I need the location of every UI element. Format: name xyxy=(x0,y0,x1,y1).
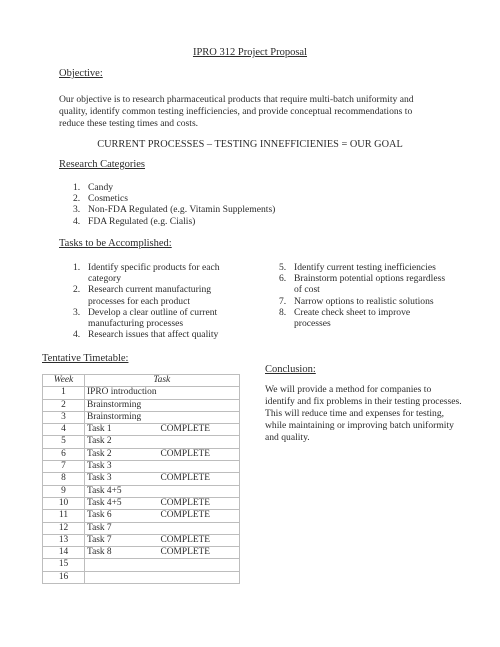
list-item: 7. Narrow options to realistic solutions xyxy=(279,295,434,307)
list-item: 8. Create check sheet to improve processes xyxy=(279,306,411,330)
week-cell: 14 xyxy=(43,547,85,559)
list-item: 3. Non-FDA Regulated (e.g. Vitamin Supplements) xyxy=(73,204,276,216)
week-cell: 5 xyxy=(43,436,85,448)
list-item: 4. FDA Regulated (e.g. Cialis) xyxy=(73,215,196,227)
status-cell xyxy=(159,399,240,411)
week-cell: 10 xyxy=(43,497,85,509)
week-cell: 11 xyxy=(43,510,85,522)
list-item: 6. Brainstorm potential options regardless of cost xyxy=(279,273,446,296)
task-cell: Brainstorming xyxy=(85,399,159,411)
list-item: 1. Candy xyxy=(73,182,114,193)
table-row xyxy=(43,436,240,448)
table-row xyxy=(43,559,240,571)
task-cell xyxy=(85,571,159,583)
task-cell: Task 2 xyxy=(85,448,159,460)
task-cell: Task 7 xyxy=(85,522,159,534)
table-row xyxy=(43,485,240,497)
task-cell: Brainstorming xyxy=(85,411,159,423)
timetable xyxy=(42,374,240,584)
task-cell: Task 7 xyxy=(85,534,159,546)
week-cell: 12 xyxy=(43,522,85,534)
task-cell xyxy=(85,559,159,571)
timetable-body xyxy=(43,387,240,584)
conclusion-text: We will provide a method for companies to identify and fix problems in their testing processes. This will reduce time and expenses for testing, while maintaining or improving batch uniformity and quality. xyxy=(265,384,462,443)
list-item: 2. Cosmetics xyxy=(73,193,128,205)
week-cell: 3 xyxy=(43,411,85,423)
table-row xyxy=(43,387,240,399)
task-cell: Task 2 xyxy=(85,436,159,448)
task-cell: Task 4+5 xyxy=(85,497,159,509)
table-row xyxy=(43,522,240,534)
table-row xyxy=(43,534,240,546)
week-cell: 13 xyxy=(43,534,85,546)
table-row xyxy=(43,448,240,460)
task-cell: Task 3 xyxy=(85,461,159,473)
week-cell: 4 xyxy=(43,424,85,436)
status-cell: COMPLETE xyxy=(159,473,240,485)
week-cell: 7 xyxy=(43,461,85,473)
research-heading: Research Categories xyxy=(59,159,146,170)
status-cell xyxy=(159,461,240,473)
table-row xyxy=(43,547,240,559)
tasks-heading: Tasks to be Accomplished: xyxy=(59,238,172,249)
task-cell: IPRO introduction xyxy=(85,387,159,399)
week-cell: 8 xyxy=(43,473,85,485)
list-item: 4. Research issues that affect quality xyxy=(73,329,219,341)
column-header-week: Week xyxy=(43,375,85,387)
list-item: 1. Identify specific products for each category xyxy=(73,262,220,285)
conclusion-heading: Conclusion: xyxy=(265,364,316,375)
table-row xyxy=(43,399,240,411)
objective-text: Our objective is to research pharmaceutical products that require multi-batch uniformity and quality, identify common testing inefficiencies, and provide conceptual recommendations to reduce these testing times and costs. xyxy=(59,94,414,129)
status-cell: COMPLETE xyxy=(159,547,240,559)
week-cell: 6 xyxy=(43,448,85,460)
table-row xyxy=(43,411,240,423)
page-title: IPRO 312 Project Proposal xyxy=(192,47,308,58)
list-item: 5. Identify current testing inefficiencies xyxy=(279,262,436,273)
status-cell xyxy=(159,436,240,448)
table-header-row xyxy=(43,375,240,387)
week-cell: 9 xyxy=(43,485,85,497)
table-row xyxy=(43,571,240,583)
status-cell xyxy=(159,485,240,497)
status-cell xyxy=(159,387,240,399)
table-row xyxy=(43,473,240,485)
status-cell: COMPLETE xyxy=(159,534,240,546)
list-item: 2. Research current manufacturing processes for each product xyxy=(73,284,212,307)
research-list xyxy=(73,182,333,227)
status-cell: COMPLETE xyxy=(159,497,240,509)
status-cell: COMPLETE xyxy=(159,424,240,436)
status-cell: COMPLETE xyxy=(159,448,240,460)
week-cell: 15 xyxy=(43,559,85,571)
task-cell: Task 6 xyxy=(85,510,159,522)
objective-heading: Objective: xyxy=(59,68,103,79)
table-row xyxy=(43,424,240,436)
status-cell xyxy=(159,571,240,583)
week-cell: 1 xyxy=(43,387,85,399)
task-cell: Task 8 xyxy=(85,547,159,559)
task-cell: Task 3 xyxy=(85,473,159,485)
status-cell xyxy=(159,559,240,571)
table-row xyxy=(43,497,240,509)
column-header-task: Task xyxy=(85,375,240,387)
tasks-list-left xyxy=(73,262,238,340)
table-row xyxy=(43,510,240,522)
timetable-heading: Tentative Timetable: xyxy=(42,353,129,364)
goal-headline: CURRENT PROCESSES – TESTING INNEFFICIENIES = OUR GOAL xyxy=(97,139,403,150)
list-item: 3. Develop a clear outline of current manufacturing processes xyxy=(73,306,218,330)
task-cell: Task 1 xyxy=(85,424,159,436)
week-cell: 2 xyxy=(43,399,85,411)
status-cell xyxy=(159,522,240,534)
status-cell: COMPLETE xyxy=(159,510,240,522)
week-cell: 16 xyxy=(43,571,85,583)
status-cell xyxy=(159,411,240,423)
task-cell: Task 4+5 xyxy=(85,485,159,497)
table-row xyxy=(43,461,240,473)
tasks-list-right xyxy=(279,262,449,329)
